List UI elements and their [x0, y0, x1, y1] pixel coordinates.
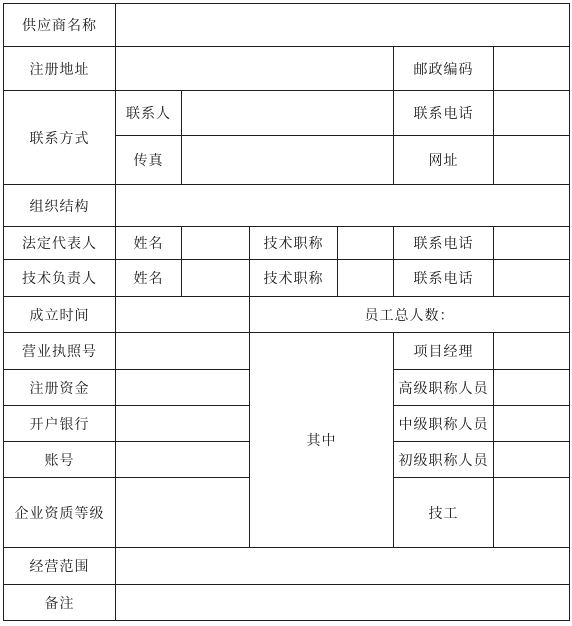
- tech-lead-name-field[interactable]: [182, 260, 250, 297]
- org-structure-field[interactable]: [116, 185, 570, 227]
- row-remarks: [4, 585, 570, 621]
- tech-lead-title-label: 技术职称: [250, 260, 338, 297]
- tech-lead-phone-label: 联系电话: [394, 260, 494, 297]
- senior-title-label: 高级职称人员: [394, 370, 494, 406]
- account-no-label: 账号: [4, 442, 116, 478]
- legal-rep-title-label: 技术职称: [250, 227, 338, 260]
- contact-method-label: 联系方式: [4, 91, 116, 185]
- tech-lead-title-field[interactable]: [338, 260, 394, 297]
- project-manager-field[interactable]: [494, 333, 570, 370]
- junior-title-label: 初级职称人员: [394, 442, 494, 478]
- qualification-field[interactable]: [116, 478, 250, 548]
- row-tech-lead: [4, 260, 570, 297]
- project-manager-label: 项目经理: [394, 333, 494, 370]
- row-supplier-name: [4, 4, 570, 47]
- technician-label: 技工: [394, 478, 494, 548]
- legal-rep-title-field[interactable]: [338, 227, 394, 260]
- remarks-label: 备注: [4, 585, 116, 621]
- row-contact-1: [4, 91, 570, 136]
- supplier-info-form: [3, 3, 570, 621]
- legal-rep-phone-field[interactable]: [494, 227, 570, 260]
- legal-rep-phone-label: 联系电话: [394, 227, 494, 260]
- tech-lead-phone-field[interactable]: [494, 260, 570, 297]
- supplier-name-label: 供应商名称: [4, 4, 116, 47]
- fax-label: 传真: [116, 136, 182, 185]
- website-label: 网址: [394, 136, 494, 185]
- legal-rep-label: 法定代表人: [4, 227, 116, 260]
- license-no-field[interactable]: [116, 333, 250, 370]
- business-scope-field[interactable]: [116, 548, 570, 585]
- supplier-name-field[interactable]: [116, 4, 570, 47]
- row-license: [4, 333, 570, 370]
- contact-phone-label: 联系电话: [394, 91, 494, 136]
- junior-title-field[interactable]: [494, 442, 570, 478]
- technician-field[interactable]: [494, 478, 570, 548]
- business-scope-label: 经营范围: [4, 548, 116, 585]
- contact-person-field[interactable]: [182, 91, 394, 136]
- postcode-label: 邮政编码: [394, 47, 494, 91]
- tech-lead-label: 技术负责人: [4, 260, 116, 297]
- established-label: 成立时间: [4, 297, 116, 333]
- reg-capital-label: 注册资金: [4, 370, 116, 406]
- row-registered-address: [4, 47, 570, 91]
- mid-title-field[interactable]: [494, 406, 570, 442]
- row-established: [4, 297, 570, 333]
- contact-person-label: 联系人: [116, 91, 182, 136]
- reg-address-label: 注册地址: [4, 47, 116, 91]
- remarks-field[interactable]: [116, 585, 570, 621]
- postcode-field[interactable]: [494, 47, 570, 91]
- senior-title-field[interactable]: [494, 370, 570, 406]
- qualification-label: 企业资质等级: [4, 478, 116, 548]
- established-field[interactable]: [116, 297, 250, 333]
- website-field[interactable]: [494, 136, 570, 185]
- reg-capital-field[interactable]: [116, 370, 250, 406]
- contact-phone-field[interactable]: [494, 91, 570, 136]
- bank-field[interactable]: [116, 406, 250, 442]
- row-business-scope: [4, 548, 570, 585]
- fax-field[interactable]: [182, 136, 394, 185]
- tech-lead-name-label: 姓名: [116, 260, 182, 297]
- mid-title-label: 中级职称人员: [394, 406, 494, 442]
- reg-address-field[interactable]: [116, 47, 394, 91]
- total-staff-label: 员工总人数：: [250, 297, 570, 333]
- row-org-structure: [4, 185, 570, 227]
- org-structure-label: 组织结构: [4, 185, 116, 227]
- row-legal-rep: [4, 227, 570, 260]
- account-no-field[interactable]: [116, 442, 250, 478]
- among-label: 其中: [250, 333, 394, 548]
- legal-rep-name-label: 姓名: [116, 227, 182, 260]
- license-no-label: 营业执照号: [4, 333, 116, 370]
- bank-label: 开户银行: [4, 406, 116, 442]
- legal-rep-name-field[interactable]: [182, 227, 250, 260]
